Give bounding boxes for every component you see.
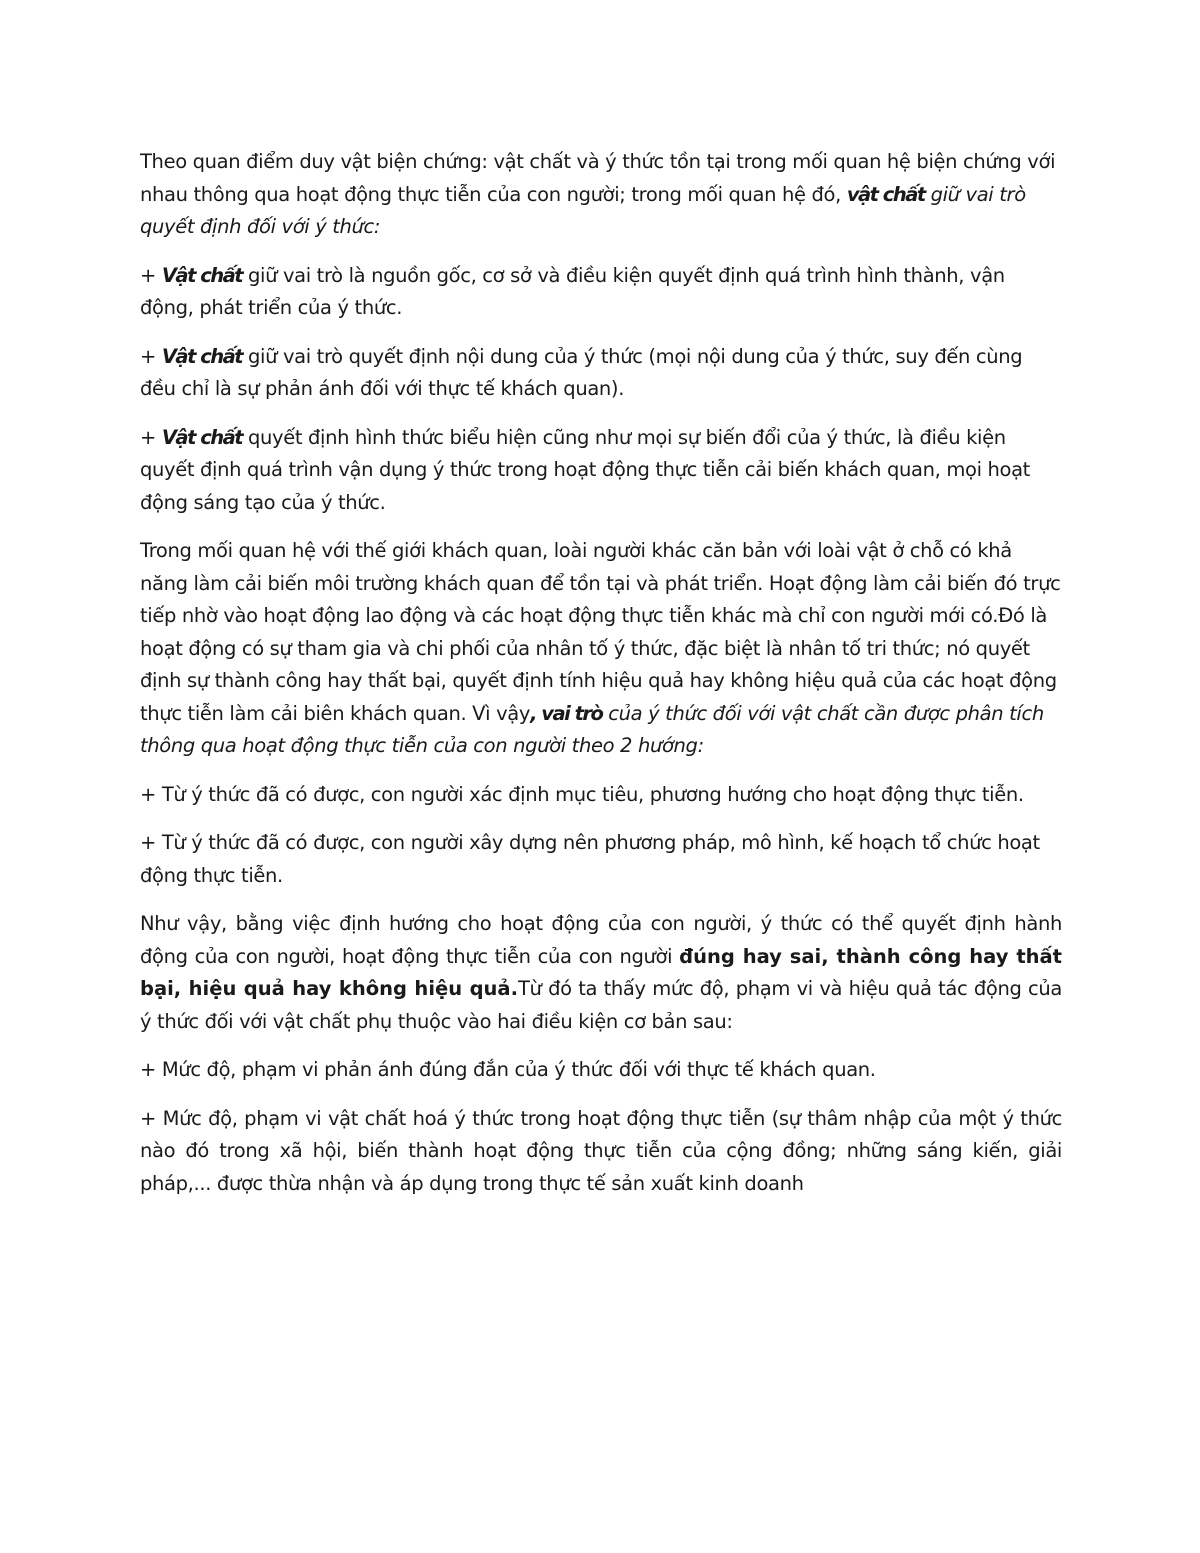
paragraph-intro-italic: giữ vai trò quyết định đối với ý thức: [140,182,1026,238]
bullet-content [140,341,1062,406]
bullet-goals [140,779,1062,812]
bullet-origin-text: giữ vai trò là nguồn gốc, cơ sở và điều kiện quyết định quá trình hình thành, vận động, phát triển của ý thức. [140,263,1005,319]
bullet-form-text: quyết định hình thức biểu hiện cũng như mọi sự biến đổi của ý thức, là điều kiện quyết định quá trình vận dụng ý thức trong hoạt động thực tiễn cải biến khách quan, mọi hoạt động sáng tạo của ý thức. [140,425,1030,514]
bullet-materialization-text: + Mức độ, phạm vi vật chất hoá ý thức trong hoạt động thực tiễn (sự thâm nhập của một ý thức nào đó trong xã hội, biến thành hoạt động thực tiễn của cộng đồng; những sáng kiến, giải pháp,... được thừa nhận và áp dụng trong thực tế sản xuất kinh doanh [140,1106,1062,1195]
bullet-content-text: giữ vai trò quyết định nội dung của ý thức (mọi nội dung của ý thức, suy đến cùng đều chỉ là sự phản ánh đối với thực tế khách quan). [140,344,1023,400]
paragraph-conclusion [140,908,1062,1038]
document-page [140,146,1062,1216]
paragraph-relationship-text: Trong mối quan hệ với thế giới khách quan, loài người khác căn bản với loài vật ở chỗ có khả năng làm cải biến môi trường khách quan để tồn tại và phát triển. Hoạt động làm cải biến đó trực tiếp nhờ vào hoạt động lao động và các hoạt động thực tiễn khác mà chỉ con người mới có.Đó là hoạt động có sự tham gia và chi phối của nhân tố ý thức, đặc biệt là nhân tố tri thức; nó quyết định sự thành công hay thất bại, quyết định tính hiệu quả hay không hiệu quả của các hoạt động thực tiễn làm cải biên khách quan. Vì vậy [140,539,1061,725]
emphasis-vat-chat: Vật chất [161,425,243,449]
bullet-form [140,422,1062,520]
paragraph-intro [140,146,1062,244]
emphasis-vai-tro: , vai trò [530,701,603,725]
emphasis-outcomes: đúng hay sai, thành công hay thất bại, hiệu quả hay không hiệu quả. [140,944,1063,1000]
bullet-marker: + [140,425,162,449]
bullet-materialization [140,1103,1062,1201]
bullet-marker: + [140,263,162,287]
emphasis-vat-chat: Vật chất [161,263,243,287]
paragraph-intro-text: Theo quan điểm duy vật biện chứng: vật chất và ý thức tồn tại trong mối quan hệ biện chứng với nhau thông qua hoạt động thực tiễn của con người; trong mối quan hệ đó, [140,150,1056,206]
bullet-origin [140,260,1062,325]
paragraph-conclusion-tail: Từ đó ta thấy mức độ, phạm vi và hiệu quả tác động của ý thức đối với vật chất phụ thuộc vào hai điều kiện cơ bản sau: [140,977,1062,1033]
paragraph-relationship [140,535,1062,763]
emphasis-vat-chat: Vật chất [161,344,243,368]
emphasis-vat-chat: vật chất [846,182,925,206]
paragraph-conclusion-text: Như vậy, bằng việc định hướng cho hoạt động của con người, ý thức có thể quyết định hành động của con người, hoạt động thực tiễn của con người [140,912,1062,968]
bullet-marker: + [140,344,162,368]
paragraph-relationship-italic: của ý thức đối với vật chất cần được phân tích thông qua hoạt động thực tiễn của con người theo 2 hướng: [140,701,1044,757]
bullet-reflection-text: + Mức độ, phạm vi phản ánh đúng đắn của ý thức đối với thực tế khách quan. [140,1058,876,1081]
bullet-methods-text: + Từ ý thức đã có được, con người xây dựng nên phương pháp, mô hình, kế hoạch tổ chức hoạt động thực tiễn. [140,831,1040,887]
bullet-goals-text: + Từ ý thức đã có được, con người xác định mục tiêu, phương hướng cho hoạt động thực tiễn. [140,782,1024,806]
bullet-reflection [140,1054,1062,1087]
bullet-methods [140,827,1062,892]
